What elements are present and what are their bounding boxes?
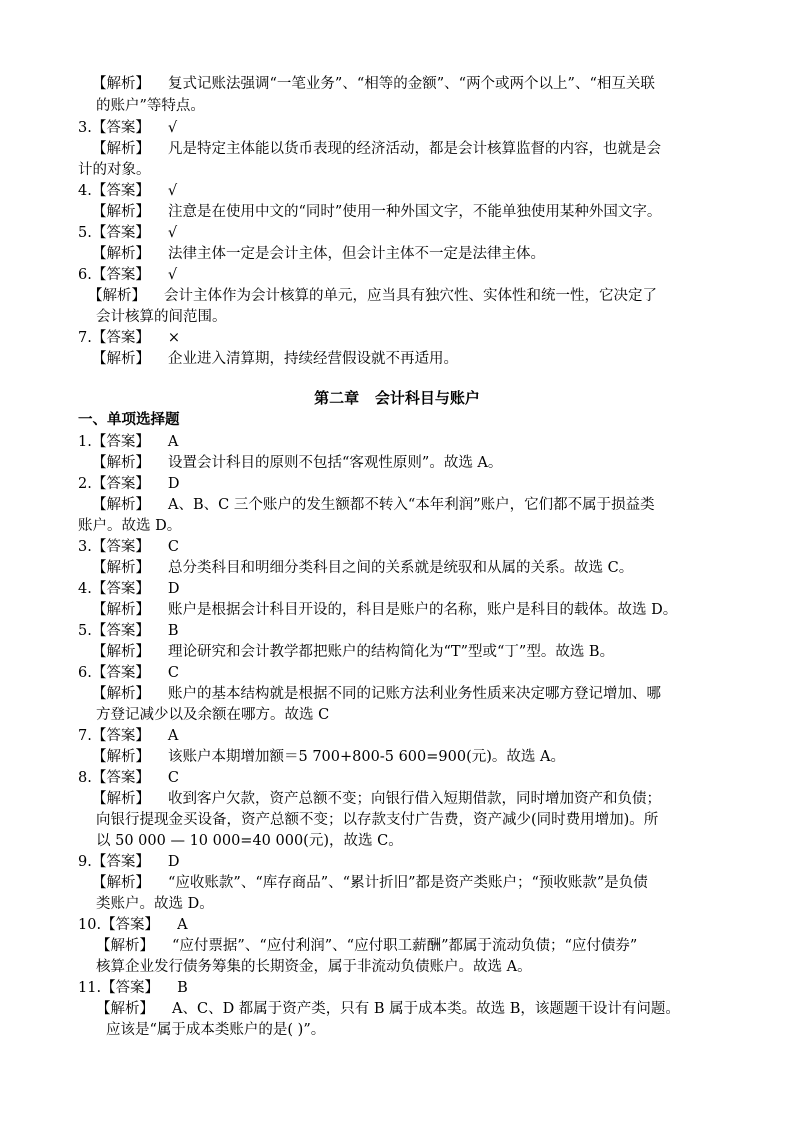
answer-line: 7.【答案】 × — [78, 330, 180, 346]
analysis-line-cont: 计的对象。 — [78, 162, 151, 178]
analysis-line: 【解析】 复式记账法强调“一笔业务”、“相等的金额”、“两个或两个以上”、“相互关联 — [92, 76, 655, 92]
analysis-line: 【解析】 注意是在使用中文的“同时”使用一种外国文字，不能单独使用某种外国文字。 — [92, 204, 662, 220]
analysis-line-cont: 的账户”等特点。 — [96, 98, 205, 114]
analysis-line: 【解析】 “应收账款”、“库存商品”、“累计折旧”都是资产类账户；“预收账款”是负债 — [92, 875, 648, 891]
chapter-title: 第二章 会计科目与账户 — [314, 389, 480, 407]
analysis-line: 【解析】 该账户本期增加额＝5 700+800-5 600=900(元)。故选 A。 — [92, 749, 565, 765]
analysis-line-cont: 向银行提现金买设备，资产总额不变；以存款支付广告费，资产减少(同时费用增加)。所 — [96, 812, 659, 828]
answer-line: 11.【答案】 B — [78, 980, 188, 996]
answer-line: 4.【答案】 √ — [78, 183, 178, 199]
analysis-line-cont: 账户。故选 D。 — [78, 518, 182, 534]
analysis-line-cont: 以 50 000 — 10 000=40 000(元)，故选 C。 — [96, 833, 403, 849]
answer-line: 3.【答案】 √ — [78, 120, 178, 136]
analysis-line: 【解析】 A、C、D 都属于资产类，只有 B 属于成本类。故选 B，该题题干设计有问题。 — [96, 1001, 680, 1017]
answer-line: 8.【答案】 C — [78, 770, 179, 786]
analysis-line-cont: 会计核算的间范围。 — [96, 309, 227, 325]
analysis-line-cont: 类账户。故选 D。 — [96, 896, 214, 912]
answer-line: 10.【答案】 A — [78, 917, 188, 933]
answer-line: 6.【答案】 C — [78, 665, 179, 681]
analysis-line: 【解析】 “应付票据”、“应付利润”、“应付职工薪酬”都属于流动负债；“应付债券” — [96, 938, 638, 954]
section-title: 一、单项选择题 — [78, 411, 180, 428]
answer-line: 5.【答案】 B — [78, 623, 179, 639]
analysis-line-cont: 方登记减少以及余额在哪方。故选 C — [96, 707, 330, 723]
analysis-line: 【解析】 设置会计科目的原则不包括“客观性原则”。故选 A。 — [92, 455, 503, 471]
answer-line: 6.【答案】 √ — [78, 267, 178, 283]
analysis-line: 【解析】 账户的基本结构就是根据不同的记账方法利业务性质来决定哪方登记增加、哪 — [92, 686, 661, 702]
analysis-line: 【解析】 法律主体一定是会计主体，但会计主体不一定是法律主体。 — [92, 246, 545, 262]
answer-line: 1.【答案】 A — [78, 434, 179, 450]
analysis-line: 【解析】 A、B、C 三个账户的发生额都不转入“本年利润”账户，它们都不属于损益类 — [92, 497, 655, 513]
answer-line: 4.【答案】 D — [78, 581, 180, 597]
analysis-line-cont: 核算企业发行债务筹集的长期资金，属于非流动负债账户。故选 A。 — [96, 959, 532, 975]
analysis-line-cont: 应该是“属于成本类账户的是( )”。 — [106, 1022, 326, 1038]
answer-line: 5.【答案】 √ — [78, 225, 178, 241]
answer-line: 3.【答案】 C — [78, 539, 179, 555]
analysis-line: 【解析】 会计主体作为会计核算的单元，应当具有独穴性、实体性和统一性，它决定了 — [88, 288, 657, 304]
analysis-line: 【解析】 理论研究和会计教学都把账户的结构简化为“T”型或“丁”型。故选 B。 — [92, 644, 615, 660]
analysis-line: 【解析】 凡是特定主体能以货币表现的经济活动，都是会计核算监督的内容，也就是会 — [92, 141, 661, 157]
analysis-line: 【解析】 总分类科目和明细分类科目之间的关系就是统驭和从属的关系。故选 C。 — [92, 560, 634, 576]
answer-line: 2.【答案】 D — [78, 476, 180, 492]
answer-line: 9.【答案】 D — [78, 854, 180, 870]
analysis-line: 【解析】 收到客户欠款，资产总额不变；向银行借入短期借款，同时增加资产和负债； — [92, 791, 661, 807]
answer-line: 7.【答案】 A — [78, 728, 179, 744]
analysis-line: 【解析】 企业进入清算期，持续经营假设就不再适用。 — [92, 351, 458, 367]
analysis-line: 【解析】 账户是根据会计科目开设的，科目是账户的名称，账户是科目的载体。故选 D。 — [92, 602, 678, 618]
